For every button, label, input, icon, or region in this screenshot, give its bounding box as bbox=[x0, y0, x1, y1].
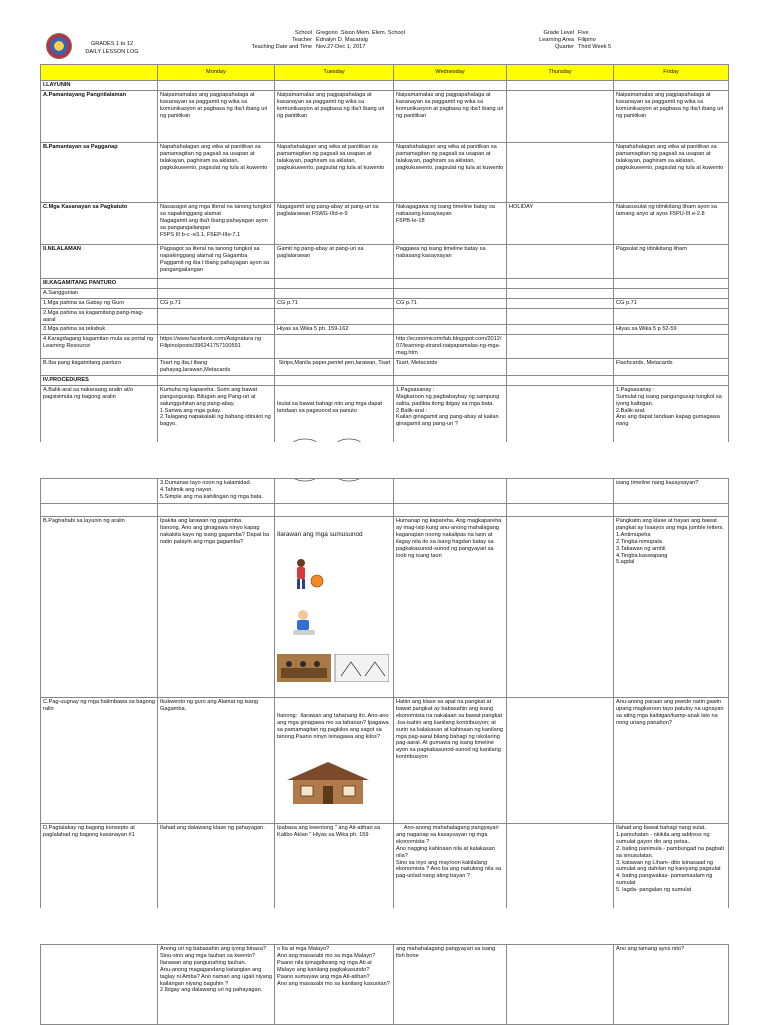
cell-wednesday: Hatiin ang klase sa apat na pangkat at bawat pangkat ay babasahin ang isang ekonomista na nakalaan sa bawat pangkat .Isa-isahin ang kanilang kontribusyon; at surin sa kalakasan at kahinaan ng kanilang mga pag-aaral bilang bahagi ng iskolaring pag-aaral. At gumawa ng isang timeline ayon sa pagkakasunod-sunod ng kanilang kontribusyon bbox=[394, 697, 507, 823]
cell-monday: Naipamamalas ang pagpapahalaga at kasanayan sa paggamit ng wika sa komunikasyon at pagbasa ng iba't ibang uri ng panitikan bbox=[158, 90, 275, 142]
row-label: B.Pamantayan sa Pagganap bbox=[41, 142, 158, 202]
cell-friday: Pangkatin ang klase at hayan ang bawat pangkat ay Isaayos ang mga jumble letters. 1.Antimupeha 2.Tingba nimupala 3.Takawan ng amhli 4.Tingba kaswapang 5.agdal bbox=[614, 517, 729, 698]
cell-monday: Anong uri ng babasahin ang iyong binasa? Sinu-sino ang mga tauhan sa kwento? Ilarawan ang pangunahing tauhan. Anu-anong magagandang katangian ang taglay ni Amba? Ano naman ang ugali niyang kailangan niyang baguhin ? 2.Ibigay ang dalawang uri ng pahayagan. bbox=[158, 945, 275, 1025]
cell-friday: Pagsulat ng idinikitang liham bbox=[614, 244, 729, 278]
cell-friday: Flashcards, Metacards bbox=[614, 359, 729, 376]
cell-wednesday bbox=[394, 325, 507, 335]
cell-friday: Naipamamalas ang pagpapahalaga at kasanayan sa paggamit ng wika sa komunikasyon at pagbasa ng iba't ibang uri ng panitikan bbox=[614, 90, 729, 142]
cell-thursday bbox=[507, 945, 614, 1025]
cell-wednesday: http://economicsmrfab.blogspot.com/2012/07/learning-strand-naipapamalas-ng-mga-mag.htm bbox=[394, 335, 507, 359]
row-label: 3.Mga pahina sa teksbuk bbox=[41, 325, 158, 335]
cell-monday: Ilahad ang dalawang klase ng pahayagan. bbox=[158, 824, 275, 922]
area-value: Filipino bbox=[578, 36, 596, 43]
cell-tuesday: Ipabasa ang kwentong " ang Ati-atihan sa Kalibo Aklan " Hiyas sa Wika ph. 159 bbox=[275, 824, 394, 922]
day-header-friday: Friday bbox=[614, 65, 729, 81]
table-row bbox=[41, 298, 729, 308]
area-label: Learning Area bbox=[539, 36, 574, 43]
cell-tuesday-text: Ilarawan ang mga sumusunod bbox=[277, 530, 363, 538]
cell-tuesday: Nagagamit ang pang-abay at pang-uri sa paglalarawan F5WG-IIId-e-9 bbox=[275, 202, 394, 244]
row-label: A.Pamantayang Pangnilalaman bbox=[41, 90, 158, 142]
cell-monday: Tsart ng iba,t ibang pahayag,larawan,Metacards bbox=[158, 359, 275, 376]
grade-label: Grade Level bbox=[543, 30, 574, 36]
cell-thursday bbox=[507, 517, 614, 698]
cell-thursday bbox=[507, 308, 614, 325]
table-row bbox=[41, 945, 729, 1025]
day-header-tuesday: Tuesday bbox=[275, 65, 394, 81]
table-row bbox=[41, 335, 729, 359]
cell-tuesday: Strips,Manila paper,pentel pen,larawan, Tsart bbox=[275, 359, 394, 376]
table-row bbox=[41, 202, 729, 244]
date-value: Nov.27-Dec 1, 2017 bbox=[316, 43, 366, 50]
lesson-table-page1 bbox=[40, 64, 729, 504]
cell-thursday bbox=[507, 697, 614, 823]
cell-monday: Nasasagot ang mga literal na tanong tungkol sa napakinggang alamat Nagagamit ang iba't ibang pahayagan ayon sa pangangailangan F5PS III b-c -e3.1, F5EP-IIIe-7.1 bbox=[158, 202, 275, 244]
classroom-scene-image-icon bbox=[277, 654, 389, 682]
cell-friday bbox=[614, 335, 729, 359]
deped-seal-icon bbox=[46, 33, 72, 59]
cell-thursday bbox=[507, 359, 614, 376]
sanggunian-label: A.Sanggunian bbox=[41, 288, 158, 298]
cell-wednesday: Paggawa ng isang timeline batay sa nabasang kasaysayan bbox=[394, 244, 507, 278]
cell-wednesday: Ano-anong mahahalagang pangyayari ang naganap sa kasaysayan ng mga ekonomista ? Ano nagging kahinaan nila at kalakasan nila? Sino sa inyo ang mayroon kakilalang ekonomista ? Ano ba ang naitulong nila sa pag-unlad nang ating bayan ? bbox=[394, 824, 507, 922]
lesson-table-page3 bbox=[40, 944, 729, 1025]
teacher-value: Ednalyn D. Macaraig bbox=[316, 36, 368, 43]
cell-wednesday: Humanap ng kapareha. Ang magkapareha ay mag-isip kung anu-anong mahalagang kaganapan noong nakalipas na taon at ilagay nila ito sa isang hagdan batay sa pagkakasunod-sunod ng pangyayari sa loob ng isang taon bbox=[394, 517, 507, 698]
cell-tuesday-text: Itanong: Ilarawan ang tahanang ito. Ano-ano ang mga ginagawa mo sa tahanan? Ipagawa sa pamamagitan ng pagkilos ang sagot sa tanong.Paano ninyo isinagawa ang kilos? bbox=[277, 712, 391, 740]
cell-wednesday: Nakagagawa ng isang timeline batay sa nabasang kasaysayan F5PB-Ie-18 bbox=[394, 202, 507, 244]
cell-monday bbox=[158, 308, 275, 325]
cell-monday: Napahahalagan ang wika at panitikan sa pamamagitan ng pagsali sa usapan at talakayan, paghiram sa aklatan, pagkukuwento, pagsulat ng tula at kuwento bbox=[158, 142, 275, 202]
child-playing-image-icon bbox=[287, 557, 327, 593]
row-label: B.Paghahabi sa layunin ng aralin bbox=[41, 517, 158, 698]
section-kagamitan: III.KAGAMITANG PANTURO bbox=[41, 278, 158, 288]
table-row bbox=[41, 244, 729, 278]
page-gap bbox=[0, 908, 768, 944]
cell-friday: Hiyas sa Wika 5 p 52-59 bbox=[614, 325, 729, 335]
day-header-wednesday: Wednesday bbox=[394, 65, 507, 81]
cell-thursday bbox=[507, 244, 614, 278]
cell-friday bbox=[614, 308, 729, 325]
header-info-right bbox=[500, 30, 660, 51]
table-row bbox=[41, 824, 729, 922]
cell-tuesday bbox=[275, 697, 394, 823]
cell-monday bbox=[158, 325, 275, 335]
cell-monday: Ikukwento ng guro ang Alamat ng isang Gagamba. bbox=[158, 697, 275, 823]
cell-friday: Nakasusulat ng idinikitang liham ayon sa tamang anyo at ayos F5PU-III e-2.8 bbox=[614, 202, 729, 244]
table-row bbox=[41, 359, 729, 376]
cell-tuesday bbox=[275, 479, 394, 517]
child-sitting-image-icon bbox=[285, 608, 325, 638]
row-label: II.NILALAMAN bbox=[41, 244, 158, 278]
cell-tuesday: Hiyas sa Wika 5 ph. 159-162 bbox=[275, 325, 394, 335]
house-image-icon bbox=[283, 760, 373, 808]
cell-monday: 3.Dumanas tayo noon ng kalamidad. 4.Tahimik ang nayon. 5.Simple ang ma kahilingan ng mga bata. bbox=[158, 479, 275, 517]
cell-friday: Ilahad ang bawat bahagi nang sulat. 1.pamuhatan - nkikita ang address ng sumulat gayon din ang petsa.. 2. bating panimula - pambungad na pagbati sa sinusulatan. 3. katawan ng Liham- dito isinasaad ng sumulat ang dahilan ng kaniyang pagsulat 4. bating pangwakas- pamamaalam ng sumulat 5. lagda- pangalan ng sumulat bbox=[614, 824, 729, 922]
form-title-line1: GRADES 1 to 12 bbox=[90, 41, 134, 47]
cell-wednesday: ang mahahalagang pangyayari sa isang fish bone bbox=[394, 945, 507, 1025]
cell-thursday bbox=[507, 335, 614, 359]
row-label: 1.Mga pahina sa Gabay ng Guro bbox=[41, 298, 158, 308]
cell-thursday bbox=[507, 479, 614, 517]
cell-tuesday: CG p.71 bbox=[275, 298, 394, 308]
cell-wednesday bbox=[394, 308, 507, 325]
cell-tuesday: Napahahalagan ang wika at panitikan sa pamamagitan ng pagsali sa usapan at talakayan, paghiram sa aklatan, pagkukuwento, pagsulat ng tula at kuwento bbox=[275, 142, 394, 202]
row-label bbox=[41, 945, 158, 1025]
row-label: B.Iba pang kagamitang panturo bbox=[41, 359, 158, 376]
cell-wednesday: 1.Pagsasanay : Magkaroon ng pagbabaybay ng sampung salita, padikta itong ibigay sa mga bata. 2.Balik-aral : Kailan ginagamit ang pang-abay at kailan ginagamit ang pang-uri ? bbox=[394, 385, 507, 503]
cell-thursday bbox=[507, 298, 614, 308]
cell-monday: Pagsagot sa literal na tanong tungkol sa napakinggang alamat ng Gagamba Paggamit ng iba t ibang pahayagan ayon sa pangangailangan bbox=[158, 244, 275, 278]
lesson-table-page2 bbox=[40, 478, 729, 944]
cell-thursday: HOLIDAY bbox=[507, 202, 614, 244]
page-gap bbox=[0, 442, 768, 478]
school-value: Gregorio .Sison Mem. Elem. School bbox=[316, 30, 405, 36]
cell-friday: 1.Pagsasanay : Sumulat ng isang pangungusap tungkol sa iyong kaibigan. 2.Balik-aral: Ano ang dapat tandaan kapag gumagawa nang bbox=[614, 385, 729, 503]
school-label: School bbox=[294, 30, 312, 36]
cell-thursday bbox=[507, 90, 614, 142]
day-header-thursday: Thursday bbox=[507, 65, 614, 81]
cell-wednesday bbox=[394, 479, 507, 517]
section-layunin: I.LAYUNIN bbox=[41, 81, 158, 91]
cell-monday: https://www.facebook.com/Asignatura ng Filipino/posts/396241757100591 bbox=[158, 335, 275, 359]
cell-wednesday: Napahahalagan ang wika at panitikan sa pamamagitan ng pagsali sa usapan at talakayan, paghiram sa aklatan, pagkukuwento, pagsulat ng tula at kuwento bbox=[394, 142, 507, 202]
row-label: 4.Karagdagang kagamitan mula sa portal ng Learning Resource bbox=[41, 335, 158, 359]
teacher-label: Teacher bbox=[292, 36, 312, 43]
cell-tuesday-text: Isulat sa bawat bahagi nito ang mga dapat tandaan sa pagsunod sa panuto bbox=[277, 400, 384, 414]
grade-value: Five bbox=[578, 30, 589, 36]
row-label: C.Pag-uugnay ng mga halimbawa sa bagong ralin bbox=[41, 697, 158, 823]
cell-tuesday: o Ita at mga Malayo? Ano ang masasabi mo sa mga Malayo? Paano nila ipinagdiwang ng mga Ati at Malayo ang kanilang pagkakasundo? Paano sumayaw ang mga Ati-atihan? Ano ang masasabi mo sa kanilang kasuotan? bbox=[275, 945, 394, 1025]
date-label: Teaching Date and Time bbox=[251, 43, 312, 50]
cell-friday: isang timeline nang kasaysayan? bbox=[614, 479, 729, 517]
row-label: 2.Mga pahina sa kagamitang pang-mag-aaral bbox=[41, 308, 158, 325]
cell-thursday bbox=[507, 142, 614, 202]
cell-friday: CG p.71 bbox=[614, 298, 729, 308]
row-label bbox=[41, 479, 158, 517]
cell-friday: Ano ang tamang ayos nito? bbox=[614, 945, 729, 1025]
quarter-value: Third Week 5 bbox=[578, 43, 612, 50]
header-info-left bbox=[210, 30, 460, 51]
cell-thursday bbox=[507, 325, 614, 335]
cell-tuesday bbox=[275, 517, 394, 698]
cell-wednesday: Tsart, Metacards bbox=[394, 359, 507, 376]
cell-monday: CG p.71 bbox=[158, 298, 275, 308]
table-row bbox=[41, 697, 729, 823]
cell-tuesday: Gamit ng pang-abay at pang-uri sa paglalarawan bbox=[275, 244, 394, 278]
table-row bbox=[41, 325, 729, 335]
cell-friday: Napahahalagan ang wika at panitikan sa pamamagitan ng pagsali sa usapan at talakayan, paghiram sa aklatan, pagkukuwento, pagsulat ng tula at kuwento bbox=[614, 142, 729, 202]
row-label: C.Mga Kasanayan sa Pagkatuto bbox=[41, 202, 158, 244]
cell-tuesday bbox=[275, 308, 394, 325]
form-title bbox=[82, 40, 142, 56]
table-row bbox=[41, 517, 729, 698]
table-row bbox=[41, 308, 729, 325]
table-row bbox=[41, 479, 729, 517]
cell-monday: Kumuha ng kapareha .Surin ang bawat pangungusap. Bilugan ang Pang-uri at salungguhitan ang pang-abay. 1.Sariwa ang mga gulay. 2.Talagang napakalaki ng bahang idinulot ng bagyo. bbox=[158, 385, 275, 503]
cell-tuesday: Naipamamalas ang pagpapahalaga at kasanayan sa paggamit ng wika sa komunikasyon at pagbasa ng iba't ibang uri ng panitikan bbox=[275, 90, 394, 142]
table-row bbox=[41, 90, 729, 142]
day-header-monday: Monday bbox=[158, 65, 275, 81]
cell-wednesday: Naipamamalas ang pagpapahalaga at kasanayan sa paggamit ng wika sa komunikasyon at pagbasa ng iba't ibang uri ng panitikan bbox=[394, 90, 507, 142]
row-label: A.Balik-aral sa nakaraang aralin at/o pagsisimula ng bagong aralin bbox=[41, 385, 158, 503]
table-row bbox=[41, 142, 729, 202]
cell-tuesday bbox=[275, 335, 394, 359]
day-header-blank bbox=[41, 65, 158, 81]
cell-monday: Ipakita ang larawan ng gagamba Itanong. Ano ang ginagawa ninyo kapag nakakita kayo ng isang gagamba? Dapat ba natin patayin ang mga gagamba? bbox=[158, 517, 275, 698]
row-label: D.Pagtalakay ng bagong konsepto at paglalahad ng bagong kasanayan #1 bbox=[41, 824, 158, 922]
section-procedures: IV.PROCEDURES bbox=[41, 375, 158, 385]
cell-wednesday: CG p.71 bbox=[394, 298, 507, 308]
quarter-label: Quarter bbox=[555, 43, 574, 50]
cell-friday: Anu-anong paraan ang pwede natin gawin upang magkaroon tayo patuloy na ugnayan sa ating mga kaibigan/kamp-anak lalo na nong unang panahon? bbox=[614, 697, 729, 823]
cell-thursday bbox=[507, 824, 614, 922]
form-title-line2: DAILY LESSON LOG bbox=[85, 49, 139, 55]
